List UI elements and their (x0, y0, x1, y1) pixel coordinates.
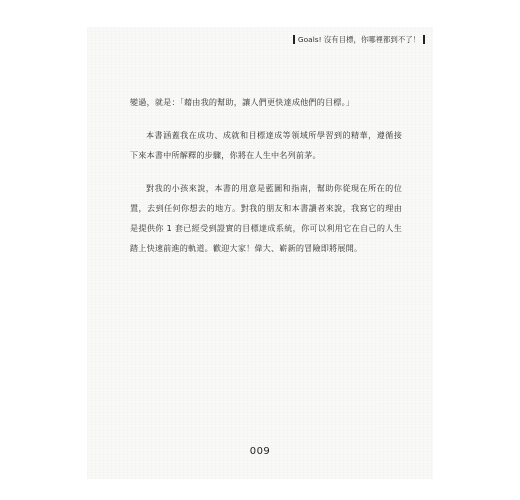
page-number: 009 (249, 446, 271, 457)
paragraph-2: 本書涵蓋我在成功、成就和目標達成等領域所學習到的精華，遵循接下來本書中所解釋的步驟，你將在人生中名列前茅。 (130, 130, 402, 160)
paragraph-3: 對我的小孩來說，本書的用意是藍圖和指南，幫助你從現在所在的位置，去到任何你想去的地方。對我的朋友和本書讀者來說，我寫它的理由是提供你 1 套已經受到證實的目標達成系統，你可以利用它在自己的人生踏上快速前進的軌道。歡迎大家！偉大、嶄新的冒險即將展開。 (130, 183, 402, 253)
header-right-bar (423, 35, 425, 44)
body-text (130, 92, 402, 271)
running-header (290, 33, 428, 45)
header-left-bar (293, 35, 295, 44)
running-title: Goals! 沒有目標，你哪裡都到不了！ (297, 34, 420, 44)
paragraph-1: 變過，就是：「藉由我的幫助，讓人們更快達成他們的目標。」 (130, 97, 355, 107)
